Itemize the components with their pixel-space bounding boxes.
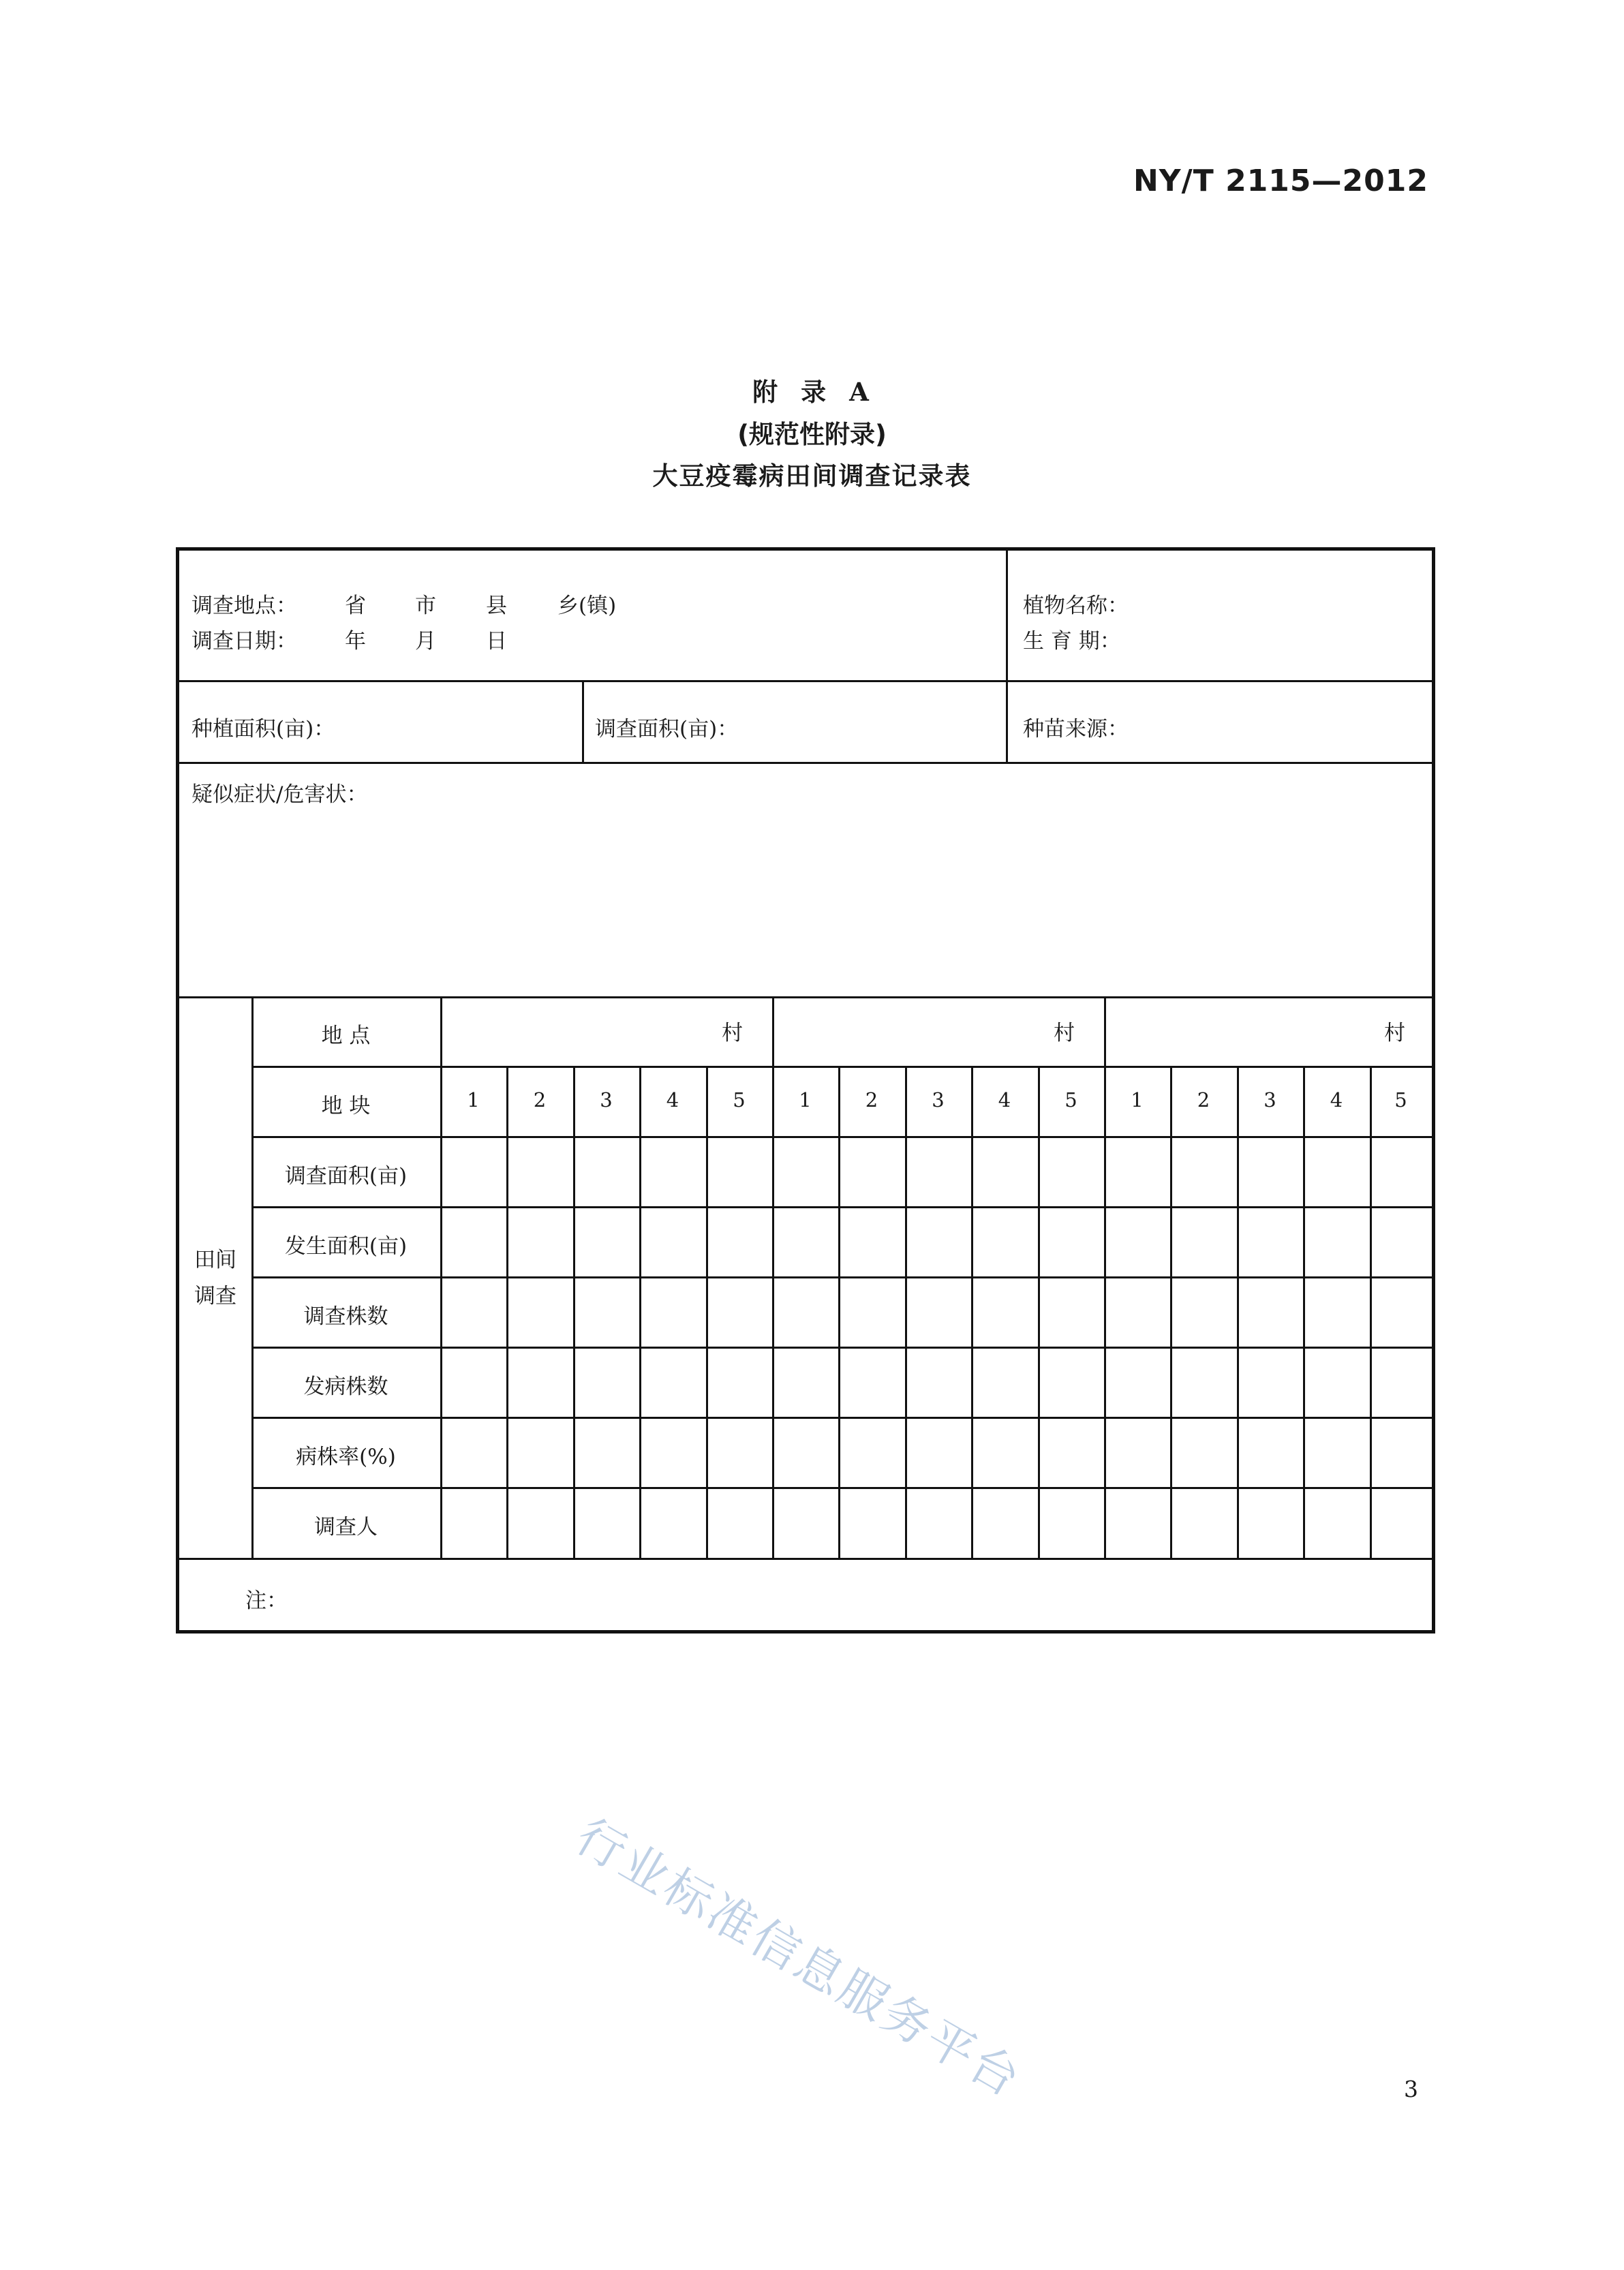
plot-number: 4 xyxy=(1330,1088,1343,1111)
survey-area-label: 调查面积(亩)： xyxy=(595,717,739,741)
survey-location-label: 调查地点： xyxy=(191,594,297,618)
plot-number: 3 xyxy=(600,1088,613,1111)
village-3-label: 村 xyxy=(1384,1021,1405,1045)
row-plot: 地 块 xyxy=(321,1094,371,1118)
village-2-label: 村 xyxy=(1054,1021,1075,1045)
plant-name-label: 植物名称： xyxy=(1023,594,1129,618)
note-label: 注： xyxy=(245,1589,288,1613)
plot-number: 2 xyxy=(1197,1088,1210,1111)
field-survey-label-line1: 田间 xyxy=(194,1248,236,1272)
row-location: 地 点 xyxy=(321,1024,371,1048)
field-survey-label-line2: 调查 xyxy=(194,1284,236,1308)
year-label: 年 xyxy=(345,629,366,654)
row-surveyor: 调查人 xyxy=(314,1515,378,1539)
county-label: 县 xyxy=(486,594,507,618)
standard-number: NY/T 2115—2012 xyxy=(1133,164,1428,198)
appendix-title: 附录A xyxy=(752,377,892,407)
survey-date-label: 调查日期： xyxy=(191,629,297,654)
survey-record-form xyxy=(176,547,1435,1634)
plot-number: 2 xyxy=(865,1088,878,1111)
plot-number: 1 xyxy=(799,1088,812,1111)
plot-number: 1 xyxy=(1131,1088,1144,1111)
row-survey-area: 调查面积(亩) xyxy=(284,1164,408,1188)
appendix-type: (规范性附录) xyxy=(737,420,887,449)
month-label: 月 xyxy=(415,629,436,654)
plot-number: 5 xyxy=(1064,1088,1077,1111)
village-1-label: 村 xyxy=(722,1021,743,1045)
row-disease-rate: 病株率(%) xyxy=(296,1445,396,1469)
row-plants-surveyed: 调查株数 xyxy=(303,1304,388,1329)
township-label: 乡(镇) xyxy=(557,594,617,618)
city-label: 市 xyxy=(415,594,436,618)
plot-number: 4 xyxy=(998,1088,1011,1111)
watermark: 行业标准信息服务平台 xyxy=(566,1807,1032,2109)
plot-number: 3 xyxy=(932,1088,945,1111)
plot-number: 4 xyxy=(666,1088,679,1111)
growth-stage-label: 生 育 期： xyxy=(1023,629,1121,654)
row-diseased-plants: 发病株数 xyxy=(303,1375,388,1399)
plot-number: 3 xyxy=(1263,1088,1276,1111)
plot-number: 5 xyxy=(733,1088,746,1111)
seedling-source-label: 种苗来源： xyxy=(1023,717,1129,741)
province-label: 省 xyxy=(345,594,366,618)
form-title: 大豆疫霉病田间调查记录表 xyxy=(652,461,972,491)
plot-number: 1 xyxy=(467,1088,480,1111)
symptoms-label: 疑似症状/危害状： xyxy=(191,782,368,807)
page-number: 3 xyxy=(1404,2076,1418,2102)
row-occurrence-area: 发生面积(亩) xyxy=(284,1234,408,1259)
day-label: 日 xyxy=(486,629,507,654)
planting-area-label: 种植面积(亩)： xyxy=(191,717,335,741)
plot-number: 2 xyxy=(533,1088,547,1111)
plot-number: 5 xyxy=(1394,1088,1407,1111)
